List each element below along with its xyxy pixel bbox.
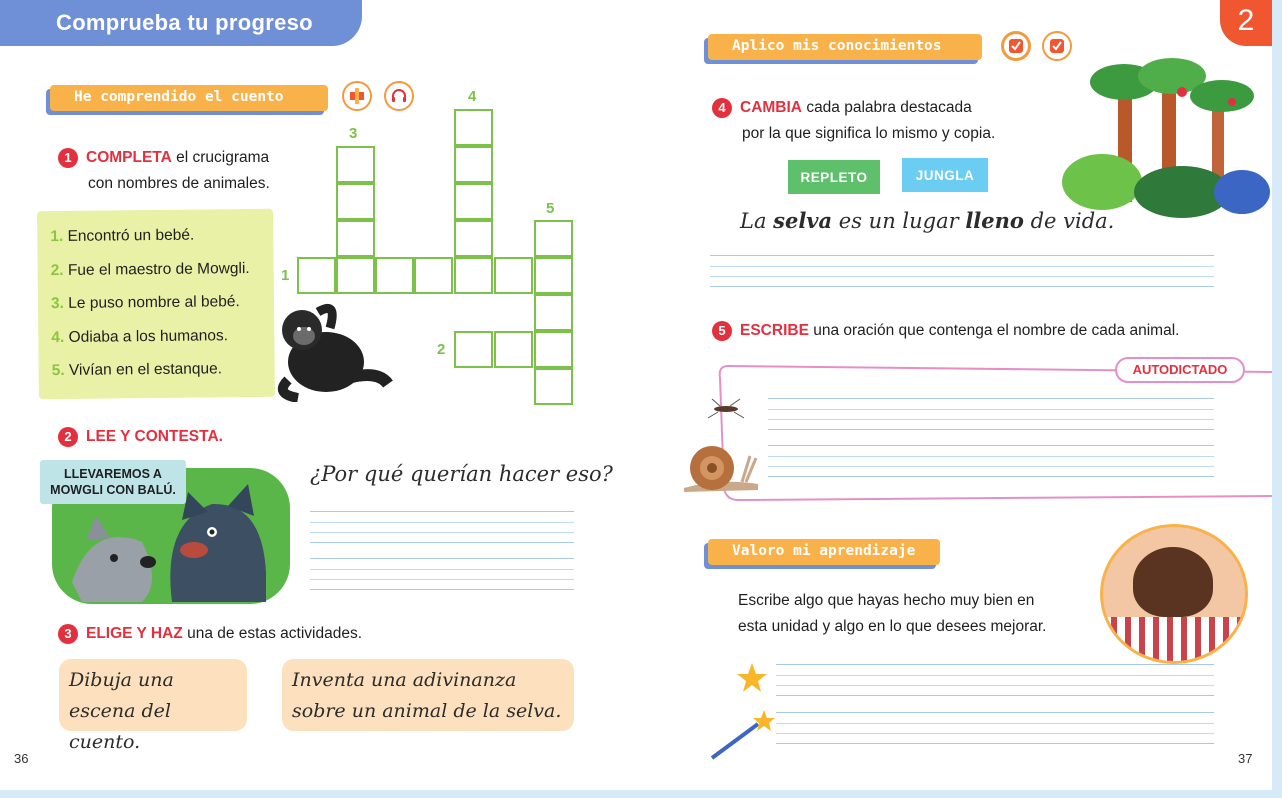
answer-lines[interactable] [776, 664, 1214, 696]
answer-lines[interactable] [310, 558, 574, 590]
exercise-2-verb: LEE Y CONTESTA. [86, 428, 223, 445]
magic-wand-icon [708, 708, 778, 762]
activity-line: Dibuja una [69, 669, 174, 691]
exercise-4-verb: CAMBIA [740, 99, 802, 116]
exercise-2-number: 2 [58, 427, 78, 447]
student-photo [1100, 524, 1248, 664]
crossword-cell[interactable] [454, 146, 493, 183]
activity-line: Inventa una adivinanza [292, 669, 517, 691]
crossword-cell[interactable] [336, 146, 375, 183]
mosquito-icon [700, 398, 752, 420]
crossword-cell[interactable] [454, 257, 493, 294]
exercise-5-number: 5 [712, 321, 732, 341]
autodictado-badge: AUTODICTADO [1115, 357, 1245, 383]
page-number-left: 36 [14, 751, 29, 766]
crossword-cell[interactable] [494, 331, 533, 368]
crossword-cell[interactable] [297, 257, 336, 294]
clue-item [39, 352, 275, 388]
crossword-cell[interactable] [454, 331, 493, 368]
sentence-part: de vida. [1023, 209, 1115, 233]
clue-text: Encontró un bebé. [67, 226, 195, 245]
sentence-part: es un lugar [832, 209, 966, 233]
jungle-illustration [1062, 52, 1272, 222]
activity-line: sobre un animal de la selva. [292, 700, 562, 722]
exercise-1-verb: COMPLETA [86, 149, 172, 166]
exercise-4-text-2: por la que significa lo mismo y copia. [742, 125, 996, 142]
answer-lines[interactable] [710, 255, 1214, 287]
highlighted-word-lleno: lleno [965, 208, 1024, 233]
clue-text: Vivían en el estanque. [68, 360, 223, 379]
exercise-3-number: 3 [58, 624, 78, 644]
answer-lines[interactable] [768, 445, 1214, 477]
exercise-2-instruction [58, 424, 223, 450]
answer-lines[interactable] [768, 398, 1214, 430]
exercise-1-instruction [58, 145, 270, 197]
exercise-3-instruction [58, 621, 362, 647]
exercise-5-instruction [712, 318, 1179, 344]
section-tag-aplico: Aplico mis conocimientos [708, 34, 982, 60]
model-sentence [740, 208, 1114, 233]
page-number-right: 37 [1238, 751, 1253, 766]
activity-option-riddle[interactable] [282, 659, 574, 731]
crossword-cell[interactable] [336, 183, 375, 220]
exercise-1-text-2: con nombres de animales. [88, 175, 270, 192]
clue-item [38, 318, 274, 354]
highlighted-word-selva: selva [773, 208, 833, 233]
clue-item [37, 218, 273, 254]
exercise-4-number: 4 [712, 98, 732, 118]
clue-box [37, 209, 275, 399]
exercise-4-text-1: cada palabra destacada [806, 99, 972, 116]
crossword-number-5: 5 [546, 200, 555, 217]
crossword-number-2: 2 [437, 341, 446, 358]
clue-item [38, 285, 274, 321]
section-tag-valoro: Valoro mi aprendizaje [708, 539, 940, 565]
clue-number: 2. [50, 261, 64, 279]
crossword-cell[interactable] [534, 331, 573, 368]
crossword-number-3: 3 [349, 125, 358, 142]
activity-option-draw[interactable] [59, 659, 247, 753]
clue-text: Fue el maestro de Mowgli. [67, 259, 250, 279]
exercise-1-number: 1 [58, 148, 78, 168]
crossword-cell[interactable] [454, 220, 493, 257]
headphones-icon[interactable] [384, 81, 414, 111]
word-chip-jungla[interactable]: JUNGLA [902, 158, 988, 192]
reflection-line-2: esta unidad y algo en lo que desees mejorar. [738, 618, 1047, 635]
crossword-cell[interactable] [454, 183, 493, 220]
reflection-line-1: Escribe algo que hayas hecho muy bien en [738, 592, 1035, 609]
check-icon[interactable] [1001, 31, 1031, 61]
gorilla-illustration [268, 300, 394, 402]
section-tag-comprension: He comprendido el cuento [50, 85, 328, 111]
exercise-5-text: una oración que contenga el nombre de cada animal. [813, 322, 1180, 339]
clue-number: 3. [50, 294, 65, 313]
answer-lines[interactable] [310, 511, 574, 543]
exercise-3-verb: ELIGE Y HAZ [86, 625, 183, 642]
exercise-4-instruction [712, 95, 995, 147]
sentence-part: La [740, 209, 774, 233]
crossword-cell[interactable] [375, 257, 414, 294]
crossword-number-4: 4 [468, 88, 477, 105]
activity-icon[interactable] [342, 81, 372, 111]
word-chip-repleto[interactable]: REPLETO [788, 160, 880, 194]
activity-line: escena del cuento. [69, 700, 171, 753]
star-icon [736, 662, 768, 694]
crossword-cell[interactable] [534, 257, 573, 294]
crossword-cell[interactable] [454, 109, 493, 146]
clue-item [37, 251, 273, 287]
exercise-5-verb: ESCRIBE [740, 322, 809, 339]
crossword-number-1: 1 [281, 267, 290, 284]
crossword-cell[interactable] [336, 220, 375, 257]
snail-icon [680, 438, 762, 494]
crossword-cell[interactable] [336, 257, 375, 294]
crossword-cell[interactable] [414, 257, 453, 294]
unit-badge: 2 [1220, 0, 1272, 46]
clue-number: 1. [50, 227, 64, 246]
clue-text: Odiaba a los humanos. [68, 326, 229, 346]
exercise-1-text-1: el crucigrama [176, 149, 270, 166]
crossword-cell[interactable] [534, 368, 573, 405]
clue-number: 4. [51, 328, 65, 346]
crossword-cell[interactable] [534, 220, 573, 257]
exercise-2-question: ¿Por qué querían hacer eso? [310, 462, 613, 486]
crossword-cell[interactable] [534, 294, 573, 331]
page-title: Comprueba tu progreso [0, 0, 362, 46]
speech-bubble: LLEVAREMOS A MOWGLI CON BALÚ. [40, 460, 186, 504]
clue-text: Le puso nombre al bebé. [68, 293, 240, 312]
crossword-cell[interactable] [494, 257, 533, 294]
clue-number: 5. [51, 361, 65, 380]
answer-lines[interactable] [776, 712, 1214, 744]
reflection-instruction [738, 588, 1047, 640]
exercise-3-text: una de estas actividades. [187, 625, 362, 642]
